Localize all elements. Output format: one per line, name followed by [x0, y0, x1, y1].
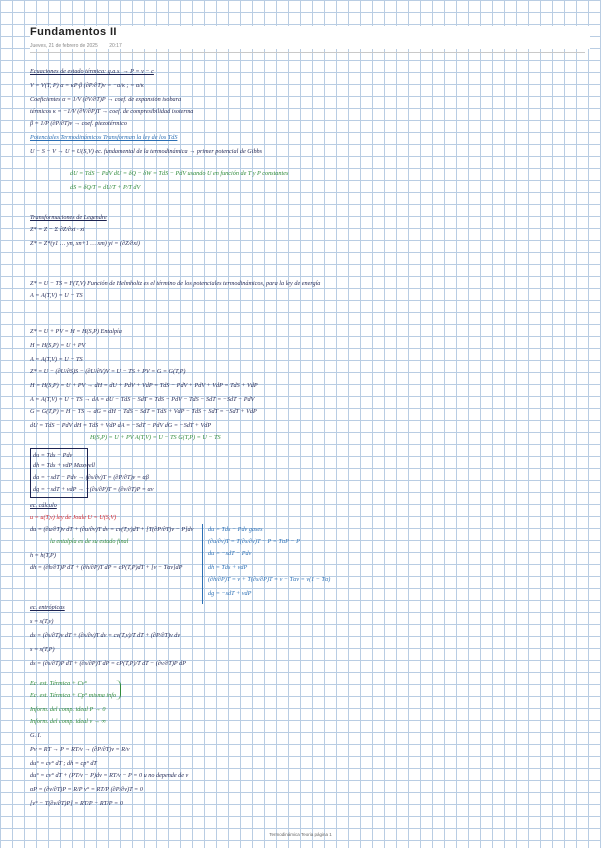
note-line: V = V(T, P) α = κP·β (∂P/∂T)v = −α/κ ; = α/κ [30, 82, 144, 89]
note-line: Z* = Z − Σ ∂Z/∂xi · xi [30, 226, 85, 233]
misma-info-brace [116, 680, 121, 700]
note-line: ec. cálculo [30, 502, 57, 509]
note-line: (∂h/∂P)T = v + T(∂s/∂P)T = v − Tαv = v(1 − Tα) [208, 576, 331, 583]
note-line: dU = TdS − PdV dH = TdS + VdP dA = −SdT − PdV dG = −SdT + VdP [30, 422, 212, 429]
page-title: Fundamentos II [30, 26, 117, 38]
gases-bracket [202, 524, 203, 604]
note-line: Potenciales Termodinámicos Transforman la ley de los TdS [30, 134, 178, 141]
page-date: Jueves, 21 de febrero de 2025 [30, 43, 98, 49]
note-line: Pv = RT → P = RT/v → (∂P/∂T)v = R/v [30, 746, 130, 753]
note-line: dg = −sdT + vdP [208, 590, 252, 597]
note-line: A = A(T,V) = U − TS [30, 292, 83, 299]
note-line: dg = −sdT + vdP → −(∂s/∂P)T = (∂v/∂T)P = αv [33, 486, 154, 493]
note-line: du° = cv° dT ; dh = cp° dT [30, 760, 97, 767]
note-line: dh = Tds + vdP [208, 564, 248, 571]
handwritten-notes [30, 62, 590, 822]
note-line: ds = (∂s/∂T)P dT + (∂s/∂P)T dP = cP(T,P)/T dT − (∂v/∂T)P dP [30, 660, 187, 667]
note-line: du = (∂u/∂T)v dT + (∂u/∂v)T dv = cv(T,v)dT + [T(∂P/∂T)v − P]dv [30, 526, 194, 533]
note-line: αP = (∂v/∂T)P = R/P v° = RT/P (∂P/∂v)T = 0 [30, 786, 143, 793]
note-line: s = s(T,v) [30, 618, 54, 625]
note-line: G = G(T,P) = H − TS → dG = dH − TdS − SdT = TdS + VdP − TdS − SdT = −SdT + VdP [30, 408, 257, 415]
note-line: Ecuaciones de estado térmica: g.a.s. → P = v − c [30, 68, 154, 75]
page-time: 20:17 [109, 43, 122, 49]
page-meta [30, 43, 590, 49]
note-line: U − S − V → U = U(S,V) ec. fundamental de la termodinámica → primer potencial de Gibbs [30, 148, 263, 155]
note-line: Ec. est. Térmica + Cp° misma info [30, 692, 117, 699]
note-line: du = −sdT − Pdv [208, 550, 252, 557]
note-line: Z* = Z*(y1 … yn, xn+1 … xm) yi = (∂Z/∂xi) [30, 240, 140, 247]
note-line: du = Tds − Pdv [33, 452, 73, 459]
note-line: s = s(T,P) [30, 646, 55, 653]
note-line: dU = TdS − PdV dU = δQ − δW = TdS − PdV usando U en función de T y P constantes [70, 170, 289, 177]
note-line: Z* = U − TS = F(T,V) Función de Helmholtz es el término de los potenciales termodinámicos, para la ley de energía [30, 280, 321, 287]
note-line: [v° − T(∂v/∂T)P] = RT/P − RT/P = 0 [30, 800, 123, 807]
note-line: Inform. del comp. ideal v → ∞ [30, 718, 106, 725]
note-line: dh = Tds + vdP Maxwell [33, 462, 96, 469]
note-line: β = 1/P (∂P/∂T)v → coef. piezotérmico [30, 120, 127, 127]
note-line: G. I. [30, 732, 42, 739]
note-line: H = H(S,P) = U + PV → dH = dU + PdV + VdP = TdS − PdV + PdV + VdP = TdS + VdP [30, 382, 258, 389]
note-line: Z* = U − (∂U/∂S)S − (∂U/∂V)V = U − TS + PV = G = G(T,P) [30, 368, 186, 375]
note-line: ec. entrópicas [30, 604, 65, 611]
note-line: Inform. del comp. ideal P → 0 [30, 706, 106, 713]
note-line: térmicos κ = −1/V (∂V/∂P)T → coef. de compresibilidad isoterma [30, 108, 194, 115]
note-line: H(S,P) = U + PV A(T,V) = U − TS G(T,P) = U − TS [90, 434, 221, 441]
note-line: u = u(T,v) ley de Joule U = U(S,V) [30, 514, 117, 521]
note-line: (∂u/∂v)T = T(∂s/∂v)T − P = TαP − P [208, 538, 300, 545]
note-line: ds = (∂s/∂T)v dT + (∂s/∂v)T dv = cv(T,v)/T dT + (∂P/∂T)v dv [30, 632, 181, 639]
note-line: A = A(T,V) = U − TS [30, 356, 83, 363]
note-line: du = Tds − Pdv gases [208, 526, 263, 533]
note-line: A = A(T,V) = U − TS → dA = dU − TdS − SdT = TdS − PdV − TdS − SdT = −SdT − PdV [30, 396, 255, 403]
note-line: da = −sdT − Pdv → (∂s/∂v)T = (∂P/∂T)v = αβ [33, 474, 149, 481]
note-line: Ec. est. Térmica + Cv° [30, 680, 87, 687]
note-line: dS = δQ/T = dU/T + P/T dV [70, 184, 141, 191]
note-line: Z* = U + PV = H = H(S,P) Entalpía [30, 328, 122, 335]
note-line: Transformaciones de Legendre [30, 214, 107, 221]
page-header [30, 26, 590, 49]
header-divider [30, 52, 585, 53]
note-line: H = H(S,P) = U + PV [30, 342, 86, 349]
note-line: h = h(T,P) [30, 552, 56, 559]
note-line: du° = cv° dT + (PT/v − P)dv = RT/v − P = 0 u no depende de v [30, 772, 189, 779]
page-footer: Termodinámica Teoria página 1 [269, 832, 332, 837]
note-line: dh = (∂h/∂T)P dT + (∂h/∂P)T dP = cP(T,P)dT + [v − Tαv]dP [30, 564, 183, 571]
note-line: la entalpía es de su estado final [50, 538, 129, 545]
note-line: Coeficientes α = 1/V (∂V/∂T)P → coef. de expansión isobara [30, 96, 182, 103]
